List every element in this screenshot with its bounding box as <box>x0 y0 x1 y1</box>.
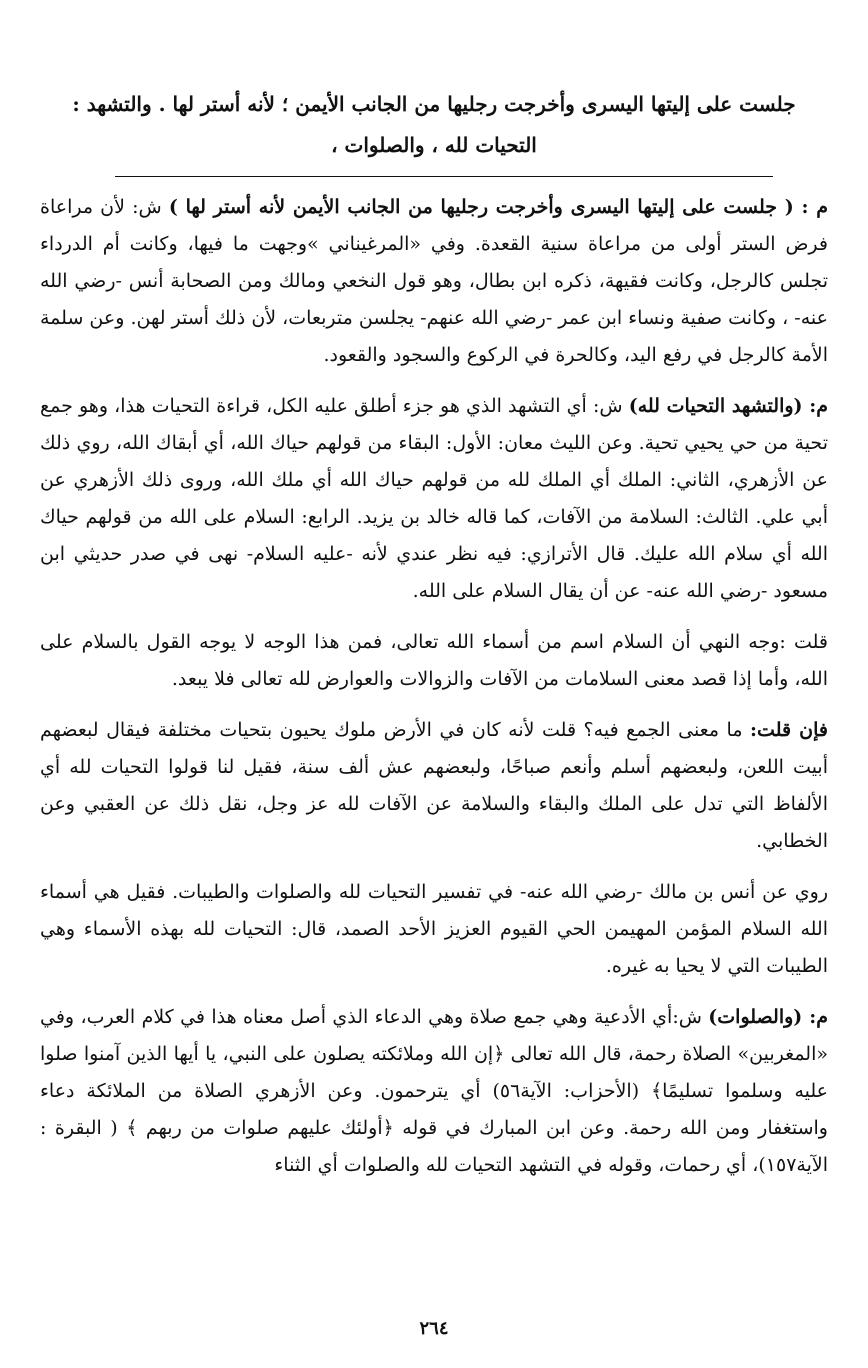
paragraph-body: ش: لأن مراعاة فرض الستر أولى من مراعاة سنية القعدة. وفي «المرغيناني »وجهت ما فيها، وكانت أم الدرداء تجلس كالرجل، وكانت فقيهة، ذكره ابن بطال، وهو قول النخعي ومالك ومن الصحابة أنس -رضي الله عنه- ، وكانت صفية ونساء ابن عمر -رضي الله عنهم- يجلسن متربعات، لأن ذلك أستر لهن. وعن سلمة الأمة كالرجل في رفع اليد، وكالحرة في الركوع والسجود والقعود. <box>40 196 828 366</box>
paragraph-lead: م: (والصلوات) <box>708 1006 828 1028</box>
paragraph-body: ش:أي الأدعية وهي جمع صلاة وهي الدعاء الذي أصل معناه هذا في كلام العرب، وفي «المغربين» الصلاة رحمة، قال الله تعالى ﴿إن الله وملائكته يصلون على النبي، يا أيها الذين آمنوا صلوا عليه وسلموا تسليمًا﴾ (الأحزاب: الآية٥٦) أي يترحمون. وعن الأزهري الصلاة من الملائكة دعاء واستغفار ومن الله رحمة. وعن ابن المبارك في قوله ﴿أولئك عليهم صلوات من ربهم ﴾ ( البقرة : الآية١٥٧)، أي رحمات، وقوله في التشهد التحيات لله والصلوات أي الثناء <box>40 1006 828 1176</box>
sharh-commentary <box>40 189 828 1184</box>
paragraph-body: روي عن أنس بن مالك -رضي الله عنه- في تفسير التحيات لله والصلوات والطيبات. فقيل هي أسماء الله السلام المؤمن المهيمن الحي القيوم العزيز الأحد الصمد، قال: التحيات لله بهذه الأسماء وهي الطيبات التي لا يحيا به غيره. <box>40 881 828 977</box>
separator-line <box>115 176 773 177</box>
matn-text: جلست على إليتها اليسرى وأخرجت رجليها من الجانب الأيمن ؛ لأنه أستر لها . والتشهد : التحيات لله ، والصلوات ، <box>72 92 796 157</box>
paragraph-lead: فإن قلت: <box>750 719 829 741</box>
paragraph-lead: م: (والتشهد التحيات لله) <box>628 395 828 417</box>
paragraph-body: قلت :وجه النهي أن السلام اسم من أسماء الله تعالى، فمن هذا الوجه لا يوجه القول بالسلام على الله، وأما إذا قصد معنى السلامات من الآفات والزوالات والعوارض لله تعالى فلا يبعد. <box>40 631 828 690</box>
paragraph-body: ما معنى الجمع فيه؟ قلت لأنه كان في الأرض ملوك يحيون بتحيات مختلفة فيقال لبعضهم أبيت اللعن، ولبعضهم أسلم وأنعم صباحًا، ولبعضهم عش ألف سنة، فقيل لنا قولوا التحيات لله أي الألفاظ التي تدل على الملك والبقاء والسلامة عن الآفات لله عز وجل، نقل ذلك عن العقبي وعن الخطابي. <box>40 719 828 852</box>
commentary-paragraph <box>40 388 828 610</box>
commentary-paragraph <box>40 999 828 1184</box>
commentary-paragraph <box>40 624 828 698</box>
commentary-paragraph <box>40 712 828 860</box>
commentary-paragraph <box>40 189 828 374</box>
commentary-paragraph <box>40 874 828 985</box>
paragraph-lead: م : ( جلست على إليتها اليسرى وأخرجت رجليها من الجانب الأيمن لأنه أستر لها ) <box>168 196 828 218</box>
paragraph-body: ش: أي التشهد الذي هو جزء أطلق عليه الكل، قراءة التحيات هذا، وهو جمع تحية من حي يحيي تحية. وعن الليث معان: الأول: البقاء من قولهم حياك الله، أي أبقاك الله، روي ذلك عن الأزهري، الثاني: الملك أي الملك لله من قولهم حياك الله أي ملك الله، وروى ذلك الأزهري عن أبي علي. الثالث: السلامة من الآفات، كما قاله خالد بن يزيد. الرابع: السلام على الله من قولهم حياك الله أي سلام الله عليك. قال الأترازي: فيه نظر عندي لأنه -عليه السلام- نهى في صدر حديثي ابن مسعود -رضي الله عنه- عن أن يقال السلام على الله. <box>40 395 828 602</box>
page-number: ٢٦٤ <box>419 1318 449 1339</box>
